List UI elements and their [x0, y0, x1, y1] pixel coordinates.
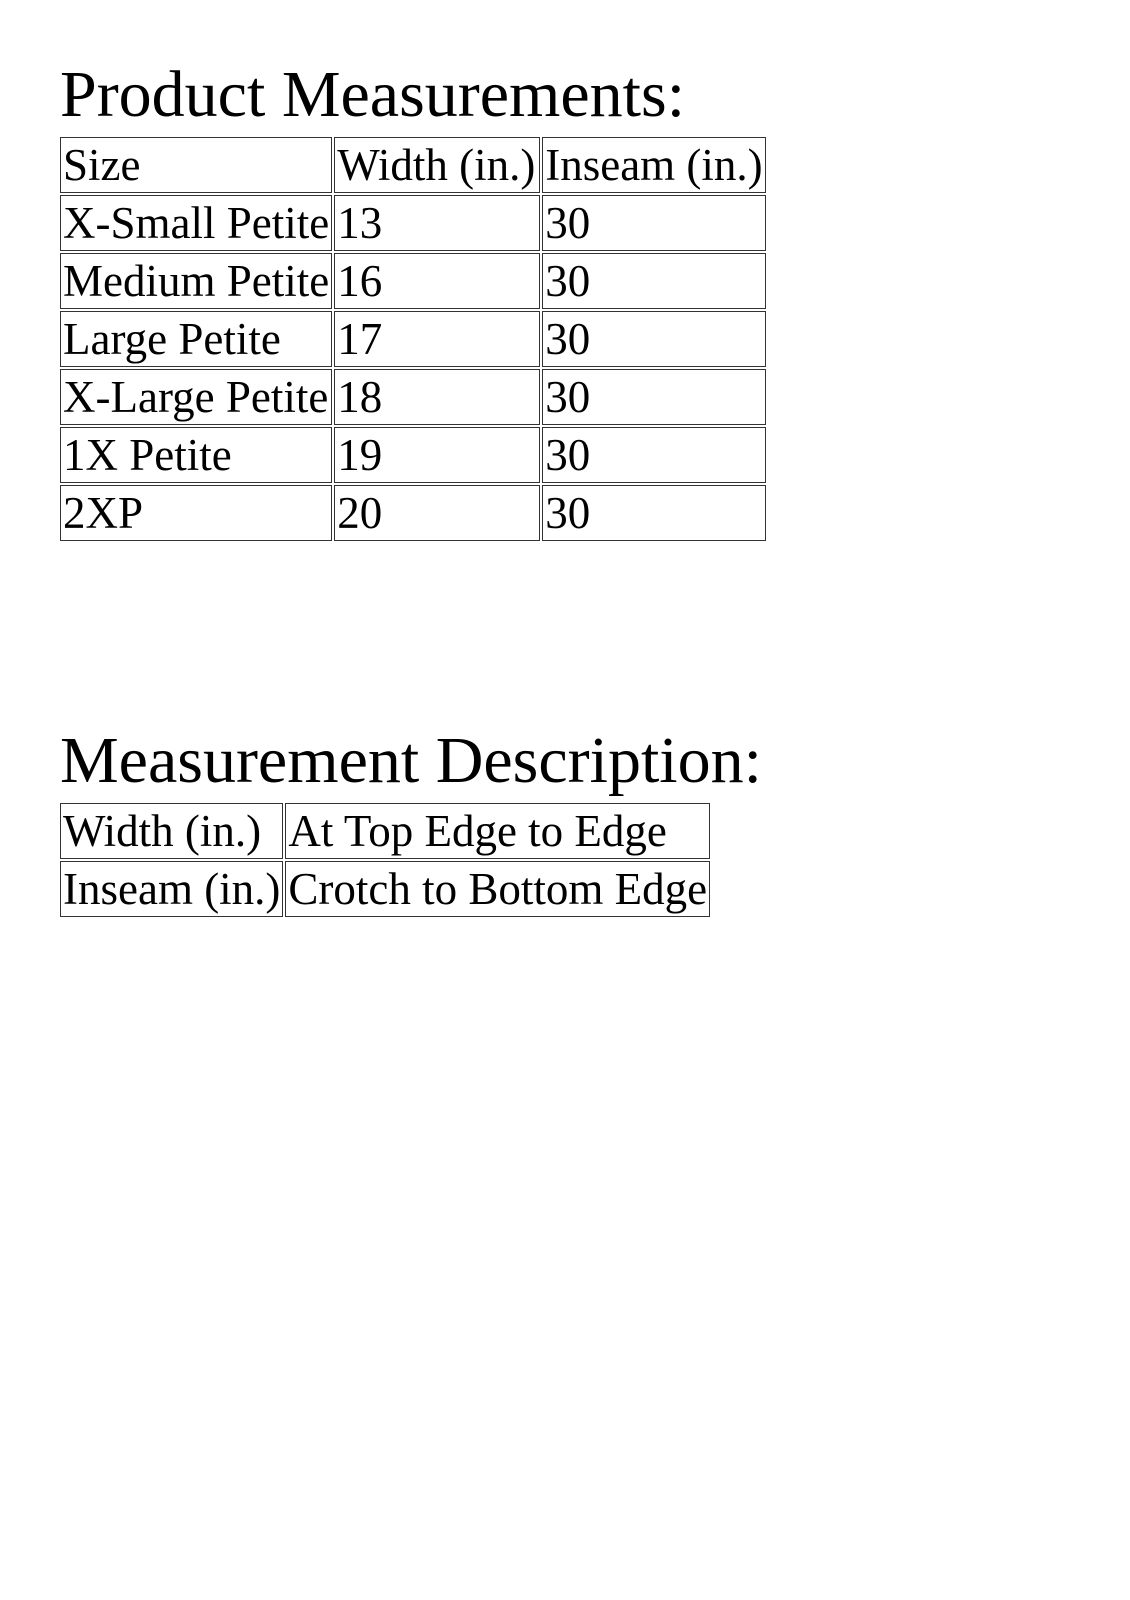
size-cell: 1X Petite — [60, 427, 332, 483]
header-width: Width (in.) — [334, 137, 540, 193]
inseam-cell: 30 — [542, 253, 765, 309]
size-cell: X-Large Petite — [60, 369, 332, 425]
size-cell: Medium Petite — [60, 253, 332, 309]
inseam-cell: 30 — [542, 369, 765, 425]
table-row — [60, 861, 710, 917]
measurement-definition-cell: At Top Edge to Edge — [285, 803, 710, 859]
measurement-term-cell: Inseam (in.) — [60, 861, 283, 917]
width-cell: 17 — [334, 311, 540, 367]
measurement-definition-cell: Crotch to Bottom Edge — [285, 861, 710, 917]
width-cell: 20 — [334, 485, 540, 541]
table-row — [60, 253, 766, 309]
table-header-row — [60, 137, 766, 193]
width-cell: 13 — [334, 195, 540, 251]
table-row — [60, 427, 766, 483]
inseam-cell: 30 — [542, 485, 765, 541]
inseam-cell: 30 — [542, 195, 765, 251]
width-cell: 18 — [334, 369, 540, 425]
inseam-cell: 30 — [542, 311, 765, 367]
measurement-term-cell: Width (in.) — [60, 803, 283, 859]
table-row — [60, 195, 766, 251]
measurement-description-table — [58, 801, 712, 919]
size-cell: X-Small Petite — [60, 195, 332, 251]
size-cell: Large Petite — [60, 311, 332, 367]
product-measurements-title: Product Measurements: — [60, 58, 686, 131]
header-inseam: Inseam (in.) — [542, 137, 765, 193]
table-row — [60, 485, 766, 541]
table-row — [60, 803, 710, 859]
inseam-cell: 30 — [542, 427, 765, 483]
product-measurements-table — [58, 135, 768, 543]
header-size: Size — [60, 137, 332, 193]
measurement-description-title: Measurement Description: — [60, 724, 762, 797]
width-cell: 16 — [334, 253, 540, 309]
size-cell: 2XP — [60, 485, 332, 541]
table-row — [60, 311, 766, 367]
table-row — [60, 369, 766, 425]
width-cell: 19 — [334, 427, 540, 483]
